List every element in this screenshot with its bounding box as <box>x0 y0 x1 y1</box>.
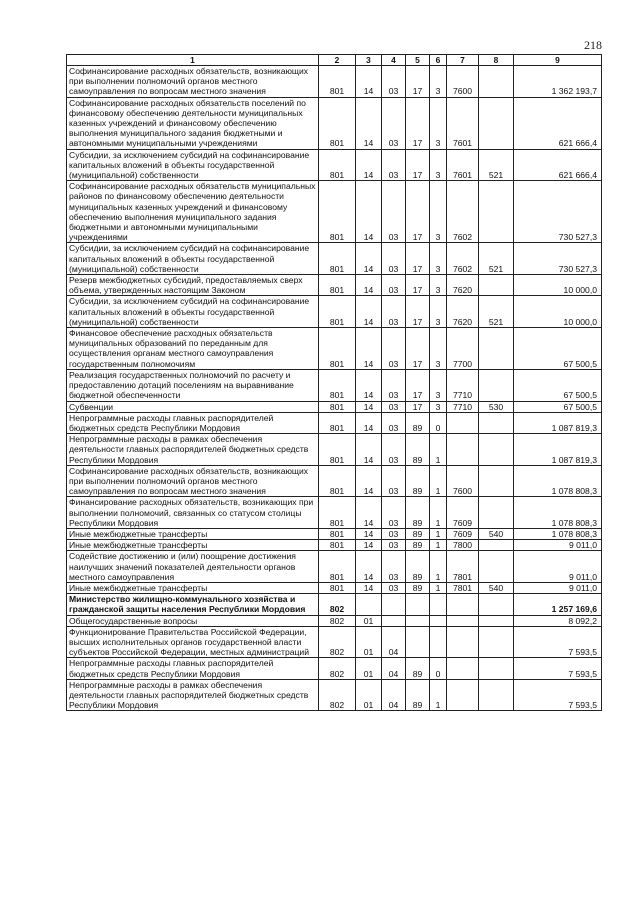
row-code-gr-cell: 801 <box>319 181 356 243</box>
row-code-program-cell: 89 <box>406 497 430 529</box>
row-code-pr-cell: 03 <box>382 412 406 433</box>
row-code-gr-cell: 801 <box>319 434 356 466</box>
row-code-program-cell: 17 <box>406 275 430 296</box>
row-code-subprogram-cell: 0 <box>430 658 447 679</box>
row-code-direction-cell: 7800 <box>447 540 479 551</box>
row-code-rz-cell: 01 <box>356 626 382 658</box>
row-code-subprogram-cell <box>430 626 447 658</box>
row-code-subprogram-cell: 3 <box>430 66 447 98</box>
row-code-gr-cell: 802 <box>319 626 356 658</box>
row-code-program-cell: 89 <box>406 679 430 711</box>
row-code-vr-cell <box>479 658 514 679</box>
row-code-pr-cell: 04 <box>382 626 406 658</box>
table-row <box>67 434 602 466</box>
row-name-cell: Иные межбюджетные трансферты <box>67 528 319 539</box>
row-code-direction-cell: 7609 <box>447 497 479 529</box>
row-name-cell: Непрограммные расходы главных распорядителей бюджетных средств Республики Мордовия <box>67 658 319 679</box>
row-code-direction-cell: 7602 <box>447 243 479 275</box>
row-name-cell: Субвенции <box>67 401 319 412</box>
row-name-cell: Министерство жилищно-коммунального хозяйства и гражданской защиты населения Республики Мордовия <box>67 594 319 615</box>
row-amount-cell: 730 527,3 <box>514 181 602 243</box>
row-code-program-cell: 17 <box>406 66 430 98</box>
table-header <box>67 55 602 66</box>
row-code-direction-cell <box>447 594 479 615</box>
row-code-gr-cell: 801 <box>319 412 356 433</box>
row-code-program-cell: 89 <box>406 412 430 433</box>
row-name-cell: Софинансирование расходных обязательств поселений по финансовому обеспечению деятельности муниципальных казенных учреждений и финансовому обеспечению выполнения муниципального задания бюджетными и автономными муниципальными учреждениями <box>67 97 319 149</box>
row-code-vr-cell <box>479 465 514 497</box>
row-code-program-cell <box>406 626 430 658</box>
row-code-gr-cell: 801 <box>319 97 356 149</box>
row-code-subprogram-cell: 1 <box>430 497 447 529</box>
table-row <box>67 465 602 497</box>
row-amount-cell: 1 257 169,6 <box>514 594 602 615</box>
row-code-rz-cell: 14 <box>356 296 382 328</box>
row-code-vr-cell: 521 <box>479 296 514 328</box>
table-row <box>67 275 602 296</box>
row-code-gr-cell: 802 <box>319 594 356 615</box>
row-name-cell: Реализация государственных полномочий по расчету и предоставлению дотаций поселениям на выравнивание бюджетной обеспеченности <box>67 369 319 401</box>
row-code-rz-cell: 14 <box>356 66 382 98</box>
row-code-program-cell: 89 <box>406 528 430 539</box>
row-name-cell: Общегосударственные вопросы <box>67 615 319 626</box>
row-code-subprogram-cell: 1 <box>430 465 447 497</box>
row-code-pr-cell: 03 <box>382 296 406 328</box>
row-code-direction-cell <box>447 679 479 711</box>
row-name-cell: Иные межбюджетные трансферты <box>67 540 319 551</box>
row-code-direction-cell <box>447 434 479 466</box>
row-amount-cell: 7 593,5 <box>514 626 602 658</box>
row-code-gr-cell: 801 <box>319 243 356 275</box>
row-name-cell: Субсидии, за исключением субсидий на софинансирование капитальных вложений в объекты государственной (муниципальной) собственности <box>67 243 319 275</box>
row-code-program-cell: 17 <box>406 328 430 370</box>
row-code-vr-cell <box>479 594 514 615</box>
row-name-cell: Софинансирование расходных обязательств муниципальных районов по финансовому обеспечению деятельности муниципальных казенных учреждений и финансовому обеспечению выполнения муниципального задания бюджетными и автономными муниципальными учреждениями <box>67 181 319 243</box>
table-row <box>67 679 602 711</box>
row-code-pr-cell: 03 <box>382 401 406 412</box>
row-code-rz-cell: 01 <box>356 615 382 626</box>
row-amount-cell: 7 593,5 <box>514 679 602 711</box>
row-code-pr-cell: 03 <box>382 66 406 98</box>
row-code-gr-cell: 802 <box>319 679 356 711</box>
row-code-vr-cell <box>479 540 514 551</box>
row-name-cell: Финансовое обеспечение расходных обязательств муниципальных образований по переданным для осуществления органам местного самоуправления государственным полномочиям <box>67 328 319 370</box>
table-row <box>67 181 602 243</box>
column-header: 2 <box>319 55 356 66</box>
row-code-program-cell: 17 <box>406 296 430 328</box>
row-code-pr-cell: 03 <box>382 465 406 497</box>
row-name-cell: Непрограммные расходы в рамках обеспечения деятельности главных распорядителей бюджетных средств Республики Мордовия <box>67 679 319 711</box>
row-code-subprogram-cell <box>430 615 447 626</box>
budget-table <box>66 54 602 711</box>
row-code-program-cell: 89 <box>406 540 430 551</box>
row-code-pr-cell: 03 <box>382 369 406 401</box>
row-code-rz-cell: 14 <box>356 412 382 433</box>
row-code-program-cell: 89 <box>406 465 430 497</box>
row-code-program-cell <box>406 615 430 626</box>
row-name-cell: Резерв межбюджетных субсидий, предоставляемых сверх объема, утвержденных настоящим Законом <box>67 275 319 296</box>
row-code-rz-cell: 14 <box>356 401 382 412</box>
row-name-cell: Иные межбюджетные трансферты <box>67 582 319 593</box>
row-amount-cell: 1 362 193,7 <box>514 66 602 98</box>
row-code-pr-cell: 03 <box>382 243 406 275</box>
row-code-vr-cell <box>479 626 514 658</box>
row-amount-cell: 621 666,4 <box>514 149 602 181</box>
row-code-rz-cell: 14 <box>356 97 382 149</box>
row-code-pr-cell: 04 <box>382 658 406 679</box>
column-header: 9 <box>514 55 602 66</box>
row-code-gr-cell: 801 <box>319 401 356 412</box>
row-name-cell: Субсидии, за исключением субсидий на софинансирование капитальных вложений в объекты государственной (муниципальной) собственности <box>67 149 319 181</box>
row-code-vr-cell <box>479 412 514 433</box>
row-code-rz-cell: 14 <box>356 540 382 551</box>
row-code-vr-cell <box>479 679 514 711</box>
column-header: 4 <box>382 55 406 66</box>
row-amount-cell: 67 500,5 <box>514 401 602 412</box>
row-code-rz-cell: 14 <box>356 181 382 243</box>
row-name-cell: Непрограммные расходы в рамках обеспечения деятельности главных распорядителей бюджетных средств Республики Мордовия <box>67 434 319 466</box>
table-row <box>67 412 602 433</box>
row-code-pr-cell <box>382 615 406 626</box>
row-amount-cell: 1 078 808,3 <box>514 528 602 539</box>
column-header: 7 <box>447 55 479 66</box>
row-code-direction-cell: 7600 <box>447 465 479 497</box>
row-code-direction-cell <box>447 615 479 626</box>
row-code-gr-cell: 801 <box>319 149 356 181</box>
column-header: 8 <box>479 55 514 66</box>
row-code-rz-cell: 14 <box>356 551 382 583</box>
row-code-rz-cell <box>356 594 382 615</box>
row-code-pr-cell: 03 <box>382 181 406 243</box>
row-code-subprogram-cell: 3 <box>430 275 447 296</box>
row-code-program-cell <box>406 594 430 615</box>
row-code-direction-cell: 7601 <box>447 97 479 149</box>
row-code-vr-cell <box>479 328 514 370</box>
row-code-program-cell: 17 <box>406 181 430 243</box>
row-code-gr-cell: 801 <box>319 275 356 296</box>
row-code-rz-cell: 14 <box>356 497 382 529</box>
row-name-cell: Функционирование Правительства Российской Федерации, высших исполнительных органов государственной власти субъектов Российской Федерации, местных администраций <box>67 626 319 658</box>
column-header: 3 <box>356 55 382 66</box>
row-amount-cell: 1 078 808,3 <box>514 497 602 529</box>
table-row <box>67 615 602 626</box>
row-code-direction-cell: 7602 <box>447 181 479 243</box>
row-code-direction-cell: 7609 <box>447 528 479 539</box>
row-code-subprogram-cell: 1 <box>430 540 447 551</box>
row-code-direction-cell: 7710 <box>447 369 479 401</box>
row-code-vr-cell: 530 <box>479 401 514 412</box>
row-code-pr-cell: 03 <box>382 551 406 583</box>
row-code-pr-cell: 03 <box>382 528 406 539</box>
row-code-program-cell: 89 <box>406 551 430 583</box>
row-code-program-cell: 17 <box>406 97 430 149</box>
row-code-program-cell: 17 <box>406 149 430 181</box>
row-code-vr-cell <box>479 275 514 296</box>
table-row <box>67 401 602 412</box>
row-amount-cell: 9 011,0 <box>514 540 602 551</box>
row-code-direction-cell <box>447 626 479 658</box>
table-row <box>67 540 602 551</box>
table-row <box>67 658 602 679</box>
row-code-direction-cell: 7700 <box>447 328 479 370</box>
row-code-subprogram-cell: 3 <box>430 401 447 412</box>
table-row <box>67 528 602 539</box>
row-code-vr-cell <box>479 369 514 401</box>
row-code-subprogram-cell: 1 <box>430 551 447 583</box>
row-amount-cell: 9 011,0 <box>514 582 602 593</box>
table-row <box>67 328 602 370</box>
row-code-program-cell: 89 <box>406 434 430 466</box>
row-code-program-cell: 89 <box>406 658 430 679</box>
row-amount-cell: 10 000,0 <box>514 275 602 296</box>
row-code-rz-cell: 14 <box>356 328 382 370</box>
table-row <box>67 594 602 615</box>
column-header: 6 <box>430 55 447 66</box>
row-amount-cell: 1 087 819,3 <box>514 412 602 433</box>
row-code-rz-cell: 01 <box>356 658 382 679</box>
row-code-pr-cell: 03 <box>382 582 406 593</box>
row-code-gr-cell: 801 <box>319 528 356 539</box>
row-code-vr-cell: 521 <box>479 149 514 181</box>
row-code-vr-cell <box>479 615 514 626</box>
row-code-vr-cell: 521 <box>479 243 514 275</box>
row-name-cell: Финансирование расходных обязательств, возникающих при выполнении полномочий, связанных со статусом столицы Республики Мордовия <box>67 497 319 529</box>
page-number: 218 <box>584 38 602 52</box>
row-name-cell: Непрограммные расходы главных распорядителей бюджетных средств Республики Мордовия <box>67 412 319 433</box>
row-name-cell: Софинансирование расходных обязательств, возникающих при выполнении полномочий органов местного самоуправления по вопросам местного значения <box>67 66 319 98</box>
row-code-gr-cell: 801 <box>319 497 356 529</box>
table-row <box>67 66 602 98</box>
row-code-direction-cell <box>447 658 479 679</box>
row-code-subprogram-cell: 1 <box>430 582 447 593</box>
row-code-program-cell: 17 <box>406 243 430 275</box>
row-code-subprogram-cell: 3 <box>430 328 447 370</box>
row-code-subprogram-cell: 1 <box>430 434 447 466</box>
row-name-cell: Субсидии, за исключением субсидий на софинансирование капитальных вложений в объекты государственной (муниципальной) собственности <box>67 296 319 328</box>
row-code-rz-cell: 14 <box>356 275 382 296</box>
row-code-direction-cell: 7801 <box>447 582 479 593</box>
row-code-gr-cell: 801 <box>319 540 356 551</box>
table-body <box>67 66 602 711</box>
row-code-vr-cell <box>479 97 514 149</box>
table-row <box>67 149 602 181</box>
row-code-direction-cell: 7600 <box>447 66 479 98</box>
row-code-direction-cell: 7801 <box>447 551 479 583</box>
row-amount-cell: 1 087 819,3 <box>514 434 602 466</box>
row-code-vr-cell <box>479 181 514 243</box>
row-code-vr-cell: 540 <box>479 582 514 593</box>
row-code-program-cell: 89 <box>406 582 430 593</box>
row-code-pr-cell: 04 <box>382 679 406 711</box>
row-code-subprogram-cell: 3 <box>430 296 447 328</box>
row-name-cell: Софинансирование расходных обязательств, возникающих при выполнении полномочий органов местного самоуправления по вопросам местного значения <box>67 465 319 497</box>
row-code-pr-cell: 03 <box>382 275 406 296</box>
row-name-cell: Содействие достижению и (или) поощрение достижения наилучших значений показателей деятельности органов местного самоуправления <box>67 551 319 583</box>
row-code-pr-cell: 03 <box>382 540 406 551</box>
row-code-rz-cell: 14 <box>356 243 382 275</box>
row-code-gr-cell: 801 <box>319 66 356 98</box>
header-row <box>67 55 602 66</box>
row-code-vr-cell <box>479 497 514 529</box>
row-code-gr-cell: 802 <box>319 615 356 626</box>
row-code-gr-cell: 802 <box>319 658 356 679</box>
row-code-direction-cell: 7710 <box>447 401 479 412</box>
row-code-gr-cell: 801 <box>319 551 356 583</box>
row-code-subprogram-cell: 3 <box>430 369 447 401</box>
row-code-pr-cell: 03 <box>382 328 406 370</box>
table-row <box>67 97 602 149</box>
row-code-subprogram-cell: 3 <box>430 243 447 275</box>
row-amount-cell: 621 666,4 <box>514 97 602 149</box>
row-amount-cell: 67 500,5 <box>514 328 602 370</box>
row-code-program-cell: 17 <box>406 401 430 412</box>
row-code-pr-cell <box>382 594 406 615</box>
row-amount-cell: 10 000,0 <box>514 296 602 328</box>
row-code-direction-cell <box>447 412 479 433</box>
column-header: 5 <box>406 55 430 66</box>
row-code-pr-cell: 03 <box>382 149 406 181</box>
row-code-subprogram-cell: 3 <box>430 149 447 181</box>
row-code-gr-cell: 801 <box>319 296 356 328</box>
row-amount-cell: 8 092,2 <box>514 615 602 626</box>
row-code-subprogram-cell <box>430 594 447 615</box>
row-code-program-cell: 17 <box>406 369 430 401</box>
row-amount-cell: 730 527,3 <box>514 243 602 275</box>
row-code-subprogram-cell: 1 <box>430 679 447 711</box>
row-code-rz-cell: 01 <box>356 679 382 711</box>
row-amount-cell: 1 078 808,3 <box>514 465 602 497</box>
table-row <box>67 296 602 328</box>
row-code-pr-cell: 03 <box>382 497 406 529</box>
table-row <box>67 582 602 593</box>
row-code-rz-cell: 14 <box>356 369 382 401</box>
row-code-subprogram-cell: 1 <box>430 528 447 539</box>
row-amount-cell: 67 500,5 <box>514 369 602 401</box>
row-code-direction-cell: 7620 <box>447 296 479 328</box>
row-code-gr-cell: 801 <box>319 328 356 370</box>
row-code-rz-cell: 14 <box>356 149 382 181</box>
row-code-gr-cell: 801 <box>319 582 356 593</box>
row-code-gr-cell: 801 <box>319 369 356 401</box>
row-code-direction-cell: 7601 <box>447 149 479 181</box>
row-code-subprogram-cell: 3 <box>430 97 447 149</box>
table-row <box>67 551 602 583</box>
row-code-rz-cell: 14 <box>356 465 382 497</box>
table-row <box>67 243 602 275</box>
row-code-direction-cell: 7620 <box>447 275 479 296</box>
column-header: 1 <box>67 55 319 66</box>
row-code-pr-cell: 03 <box>382 97 406 149</box>
row-code-subprogram-cell: 0 <box>430 412 447 433</box>
row-code-pr-cell: 03 <box>382 434 406 466</box>
row-code-vr-cell <box>479 551 514 583</box>
row-code-rz-cell: 14 <box>356 528 382 539</box>
table-row <box>67 497 602 529</box>
row-code-gr-cell: 801 <box>319 465 356 497</box>
row-code-rz-cell: 14 <box>356 434 382 466</box>
row-amount-cell: 9 011,0 <box>514 551 602 583</box>
row-code-rz-cell: 14 <box>356 582 382 593</box>
table-row <box>67 369 602 401</box>
row-code-vr-cell <box>479 434 514 466</box>
row-amount-cell: 7 593,5 <box>514 658 602 679</box>
row-code-vr-cell <box>479 66 514 98</box>
row-code-subprogram-cell: 3 <box>430 181 447 243</box>
row-code-vr-cell: 540 <box>479 528 514 539</box>
table-row <box>67 626 602 658</box>
